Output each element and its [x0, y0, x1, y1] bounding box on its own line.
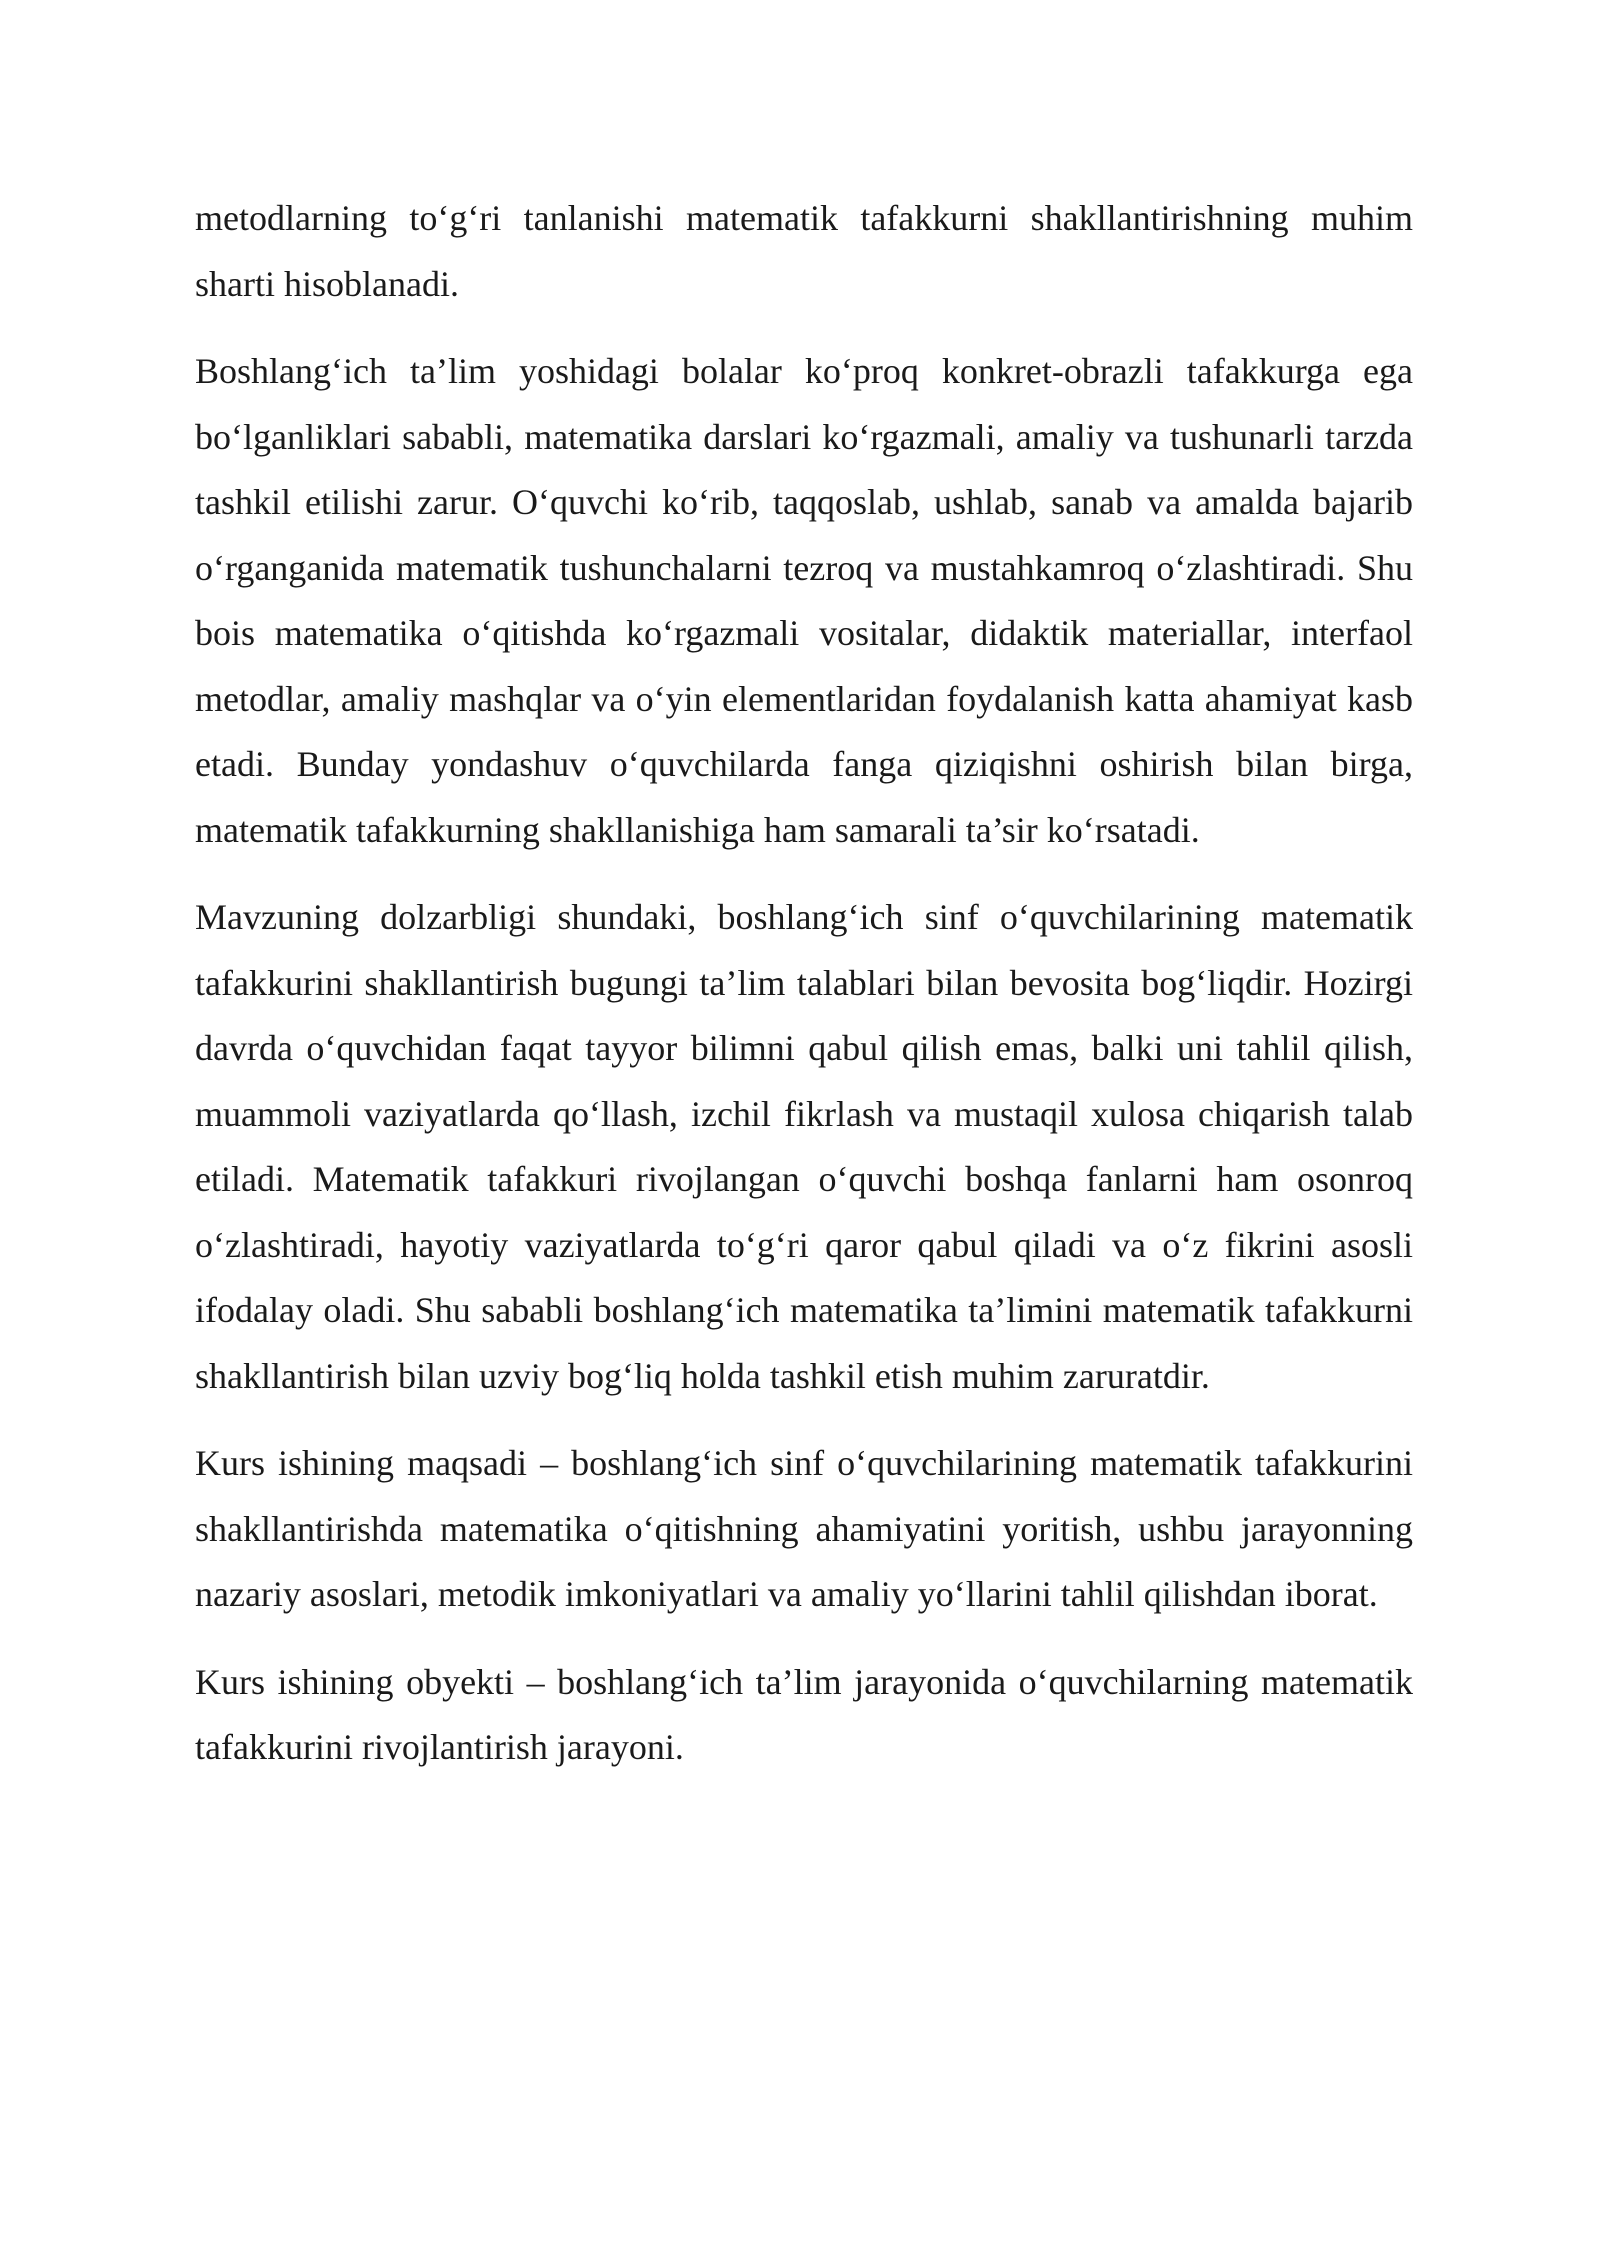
paragraph: Kurs ishining maqsadi – boshlang‘ich sinf o‘quvchilarining matematik tafakkurini shakllantirishda matematika o‘qitishning ahamiyatini yoritish, ushbu jarayonning nazariy asoslari, metodik imkoniyatlari va amaliy yo‘llarini tahlil qilishdan iborat.: [195, 1443, 1413, 1614]
paragraph: Boshlang‘ich ta’lim yoshidagi bolalar ko‘proq konkret-obrazli tafakkurga ega bo‘lganliklari sababli, matematika darslari ko‘rgazmali, amaliy va tushunarli tarzda tashkil etilishi zarur. O‘quvchi ko‘rib, taqqoslab, ushlab, sanab va amalda bajarib o‘rganganida matematik tushunchalarni tezroq va mustahkamroq o‘zlashtiradi. Shu bois matematika o‘qitishda ko‘rgazmali vositalar, didaktik materiallar, interfaol metodlar, amaliy mashqlar va o‘yin elementlaridan foydalanish katta ahamiyat kasb etadi. Bunday yondashuv o‘quvchilarda fanga qiziqishni oshirish bilan birga, matematik tafakkurning shakllanishiga ham samarali ta’sir ko‘rsatadi.: [195, 351, 1413, 850]
document-body: [195, 186, 1413, 1803]
paragraph: Mavzuning dolzarbligi shundaki, boshlang‘ich sinf o‘quvchilarining matematik tafakkurini shakllantirish bugungi ta’lim talablari bilan bevosita bog‘liqdir. Hozirgi davrda o‘quvchidan faqat tayyor bilimni qabul qilish emas, balki uni tahlil qilish, muammoli vaziyatlarda qo‘llash, izchil fikrlash va mustaqil xulosa chiqarish talab etiladi. Matematik tafakkuri rivojlangan o‘quvchi boshqa fanlarni ham osonroq o‘zlashtiradi, hayotiy vaziyatlarda to‘g‘ri qaror qabul qiladi va o‘z fikrini asosli ifodalay oladi. Shu sababli boshlang‘ich matematika ta’limini matematik tafakkurni shakllantirish bilan uzviy bog‘liq holda tashkil etish muhim zaruratdir.: [195, 897, 1413, 1396]
paragraph: Kurs ishining obyekti – boshlang‘ich ta’lim jarayonida o‘quvchilarning matematik tafakkurini rivojlantirish jarayoni.: [195, 1661, 1413, 1767]
paragraph: metodlarning to‘g‘ri tanlanishi matematik tafakkurni shakllantirishning muhim sharti hisoblanadi.: [195, 198, 1413, 304]
